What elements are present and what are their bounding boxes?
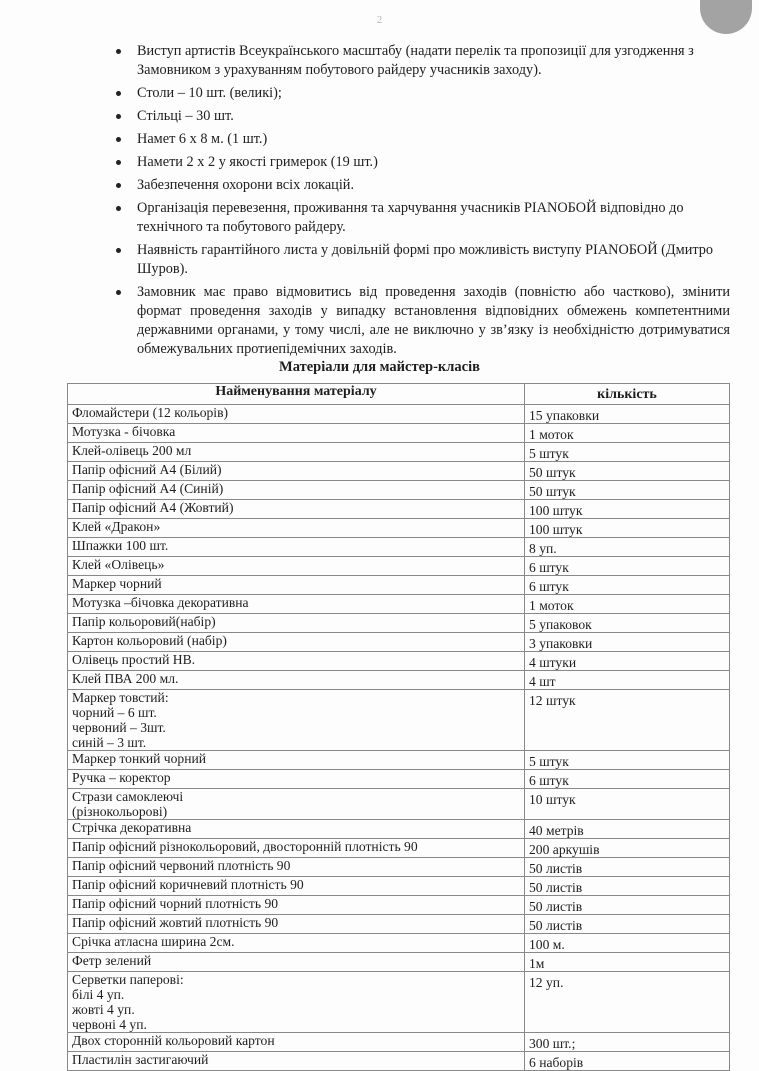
table-row	[68, 690, 730, 751]
material-quantity-cell: 50 штук	[525, 462, 730, 481]
table-row	[68, 538, 730, 557]
bullet-icon	[116, 114, 121, 119]
material-name-cell: Мотузка - бічовка	[68, 424, 525, 443]
material-quantity-cell: 5 штук	[525, 751, 730, 770]
material-quantity-cell: 3 упаковки	[525, 633, 730, 652]
table-row	[68, 614, 730, 633]
table-row	[68, 595, 730, 614]
material-quantity-cell: 300 шт.;	[525, 1033, 730, 1052]
table-row	[68, 462, 730, 481]
column-header-quantity: кількість	[525, 384, 730, 405]
table-row	[68, 915, 730, 934]
material-quantity-cell: 12 штук	[525, 690, 730, 751]
material-name-cell: Мотузка –бічовка декоративна	[68, 595, 525, 614]
material-name-line: Стрази самоклеючі	[72, 789, 184, 804]
table-row	[68, 671, 730, 690]
table-header-row	[68, 384, 730, 405]
material-quantity-cell: 200 аркушів	[525, 839, 730, 858]
material-name-cell: Клей ПВА 200 мл.	[68, 671, 525, 690]
column-header-name: Найменування матеріалу	[68, 384, 525, 405]
material-name-cell: Олівець простий НВ.	[68, 652, 525, 671]
material-name-cell: Маркер чорний	[68, 576, 525, 595]
list-item: Намети 2 х 2 у якості гримерок (19 шт.)	[112, 153, 730, 172]
table-row	[68, 953, 730, 972]
table-row	[68, 519, 730, 538]
table-row	[68, 633, 730, 652]
material-name-cell: Папір офісний червоний плотність 90	[68, 858, 525, 877]
material-name-line: червоні 4 уп.	[72, 1017, 147, 1032]
material-name-cell: Папір офісний А4 (Жовтий)	[68, 500, 525, 519]
table-row	[68, 481, 730, 500]
material-name-cell: Двох сторонній кольоровий картон	[68, 1033, 525, 1052]
material-name-cell: Срічка атласна ширина 2см.	[68, 934, 525, 953]
bullet-icon	[116, 49, 121, 54]
table-row	[68, 652, 730, 671]
table-row	[68, 877, 730, 896]
material-quantity-cell: 50 штук	[525, 481, 730, 500]
list-item: Забезпечення охорони всіх локацій.	[112, 176, 730, 195]
material-quantity-cell: 100 штук	[525, 500, 730, 519]
material-quantity-cell: 6 штук	[525, 576, 730, 595]
material-quantity-cell: 6 штук	[525, 770, 730, 789]
materials-table-body	[68, 405, 730, 1071]
material-quantity-cell: 100 м.	[525, 934, 730, 953]
material-name-line: чорний – 6 шт.	[72, 705, 157, 720]
bullet-icon	[116, 248, 121, 253]
material-name-cell: Стрічка декоративна	[68, 820, 525, 839]
material-quantity-cell: 5 штук	[525, 443, 730, 462]
materials-table	[67, 383, 730, 1071]
material-name-line: червоний – 3шт.	[72, 720, 166, 735]
material-quantity-cell: 50 листів	[525, 896, 730, 915]
material-name-cell: Фетр зелений	[68, 953, 525, 972]
table-row	[68, 751, 730, 770]
bullet-icon	[116, 160, 121, 165]
list-item: Столи – 10 шт. (великі);	[112, 84, 730, 103]
material-quantity-cell: 50 листів	[525, 858, 730, 877]
list-item: Намет 6 х 8 м. (1 шт.)	[112, 130, 730, 149]
material-name-cell: Папір кольоровий(набір)	[68, 614, 525, 633]
table-row	[68, 789, 730, 820]
material-name-cell: Клей «Олівець»	[68, 557, 525, 576]
material-name-cell: Клей-олівець 200 мл	[68, 443, 525, 462]
table-row	[68, 770, 730, 789]
material-name-cell: Папір офісний коричневий плотність 90	[68, 877, 525, 896]
material-name-line: Маркер товстий:	[72, 690, 169, 705]
material-name-cell: Фломайстери (12 кольорів)	[68, 405, 525, 424]
material-name-cell	[68, 789, 525, 820]
material-quantity-cell: 100 штук	[525, 519, 730, 538]
material-quantity-cell: 1 моток	[525, 595, 730, 614]
table-row	[68, 1033, 730, 1052]
material-name-cell	[68, 972, 525, 1033]
material-name-cell: Пластилін застигаючий	[68, 1052, 525, 1071]
bullet-icon	[116, 91, 121, 96]
material-name-line: білі 4 уп.	[72, 987, 125, 1002]
table-row	[68, 820, 730, 839]
material-name-cell: Папір офісний А4 (Білий)	[68, 462, 525, 481]
material-quantity-cell: 6 штук	[525, 557, 730, 576]
list-item: Організація перевезення, проживання та харчування учасників PIANOБОЙ відповідно до технічного та побутового райдеру.	[112, 199, 730, 237]
table-row	[68, 839, 730, 858]
table-row	[68, 405, 730, 424]
bullet-icon	[116, 290, 121, 295]
table-row	[68, 858, 730, 877]
table-row	[68, 896, 730, 915]
material-name-line: жовті 4 уп.	[72, 1002, 135, 1017]
material-name-cell: Папір офісний А4 (Синій)	[68, 481, 525, 500]
material-quantity-cell: 50 листів	[525, 877, 730, 896]
list-item: Стільці – 30 шт.	[112, 107, 730, 126]
material-name-line: синій – 3 шт.	[72, 735, 147, 750]
material-quantity-cell: 8 уп.	[525, 538, 730, 557]
material-quantity-cell: 12 уп.	[525, 972, 730, 1033]
material-name-cell: Маркер тонкий чорний	[68, 751, 525, 770]
material-quantity-cell: 40 метрів	[525, 820, 730, 839]
material-quantity-cell: 6 наборів	[525, 1052, 730, 1071]
table-row	[68, 1052, 730, 1071]
table-row	[68, 424, 730, 443]
table-row	[68, 576, 730, 595]
table-row	[68, 972, 730, 1033]
material-quantity-cell: 5 упаковок	[525, 614, 730, 633]
table-row	[68, 934, 730, 953]
material-name-line: (різнокольорові)	[72, 804, 168, 819]
page-number: 2	[376, 14, 383, 26]
material-name-cell: Картон кольоровий (набір)	[68, 633, 525, 652]
material-name-cell: Ручка – коректор	[68, 770, 525, 789]
section-title: Матеріали для майстер-класів	[279, 359, 480, 375]
list-item: Замовник має право відмовитись від проведення заходів (повністю або частково), змінити формат проведення заходів у випадку встановлення відповідних обмежень компетентними державними органами, у тому числі, але не виключно у зв’язку із необхідністю дотримуватися обмежувальних протиепідемічних заходів.	[112, 283, 730, 359]
material-name-cell	[68, 690, 525, 751]
material-quantity-cell: 15 упаковки	[525, 405, 730, 424]
material-name-line: Серветки паперові:	[72, 972, 184, 987]
material-quantity-cell: 50 листів	[525, 915, 730, 934]
bullet-icon	[116, 137, 121, 142]
material-quantity-cell: 1 моток	[525, 424, 730, 443]
material-quantity-cell: 10 штук	[525, 789, 730, 820]
material-name-cell: Папір офісний жовтий плотність 90	[68, 915, 525, 934]
material-name-cell: Папір офісний різнокольоровий, двосторонній плотність 90	[68, 839, 525, 858]
table-row	[68, 443, 730, 462]
list-item: Виступ артистів Всеукраїнського масштабу (надати перелік та пропозиції для узгодження з Замовником з урахуванням побутового райдеру учасників заходу).	[112, 42, 730, 80]
material-quantity-cell: 4 шт	[525, 671, 730, 690]
table-row	[68, 557, 730, 576]
table-row	[68, 500, 730, 519]
material-name-cell: Клей «Дракон»	[68, 519, 525, 538]
material-name-cell: Шпажки 100 шт.	[68, 538, 525, 557]
material-quantity-cell: 4 штуки	[525, 652, 730, 671]
requirements-list	[112, 42, 730, 363]
material-name-cell: Папір офісний чорний плотність 90	[68, 896, 525, 915]
bullet-icon	[116, 206, 121, 211]
material-quantity-cell: 1м	[525, 953, 730, 972]
list-item: Наявність гарантійного листа у довільній формі про можливість виступу PIANOБОЙ (Дмитро Шуров).	[112, 241, 730, 279]
bullet-icon	[116, 183, 121, 188]
